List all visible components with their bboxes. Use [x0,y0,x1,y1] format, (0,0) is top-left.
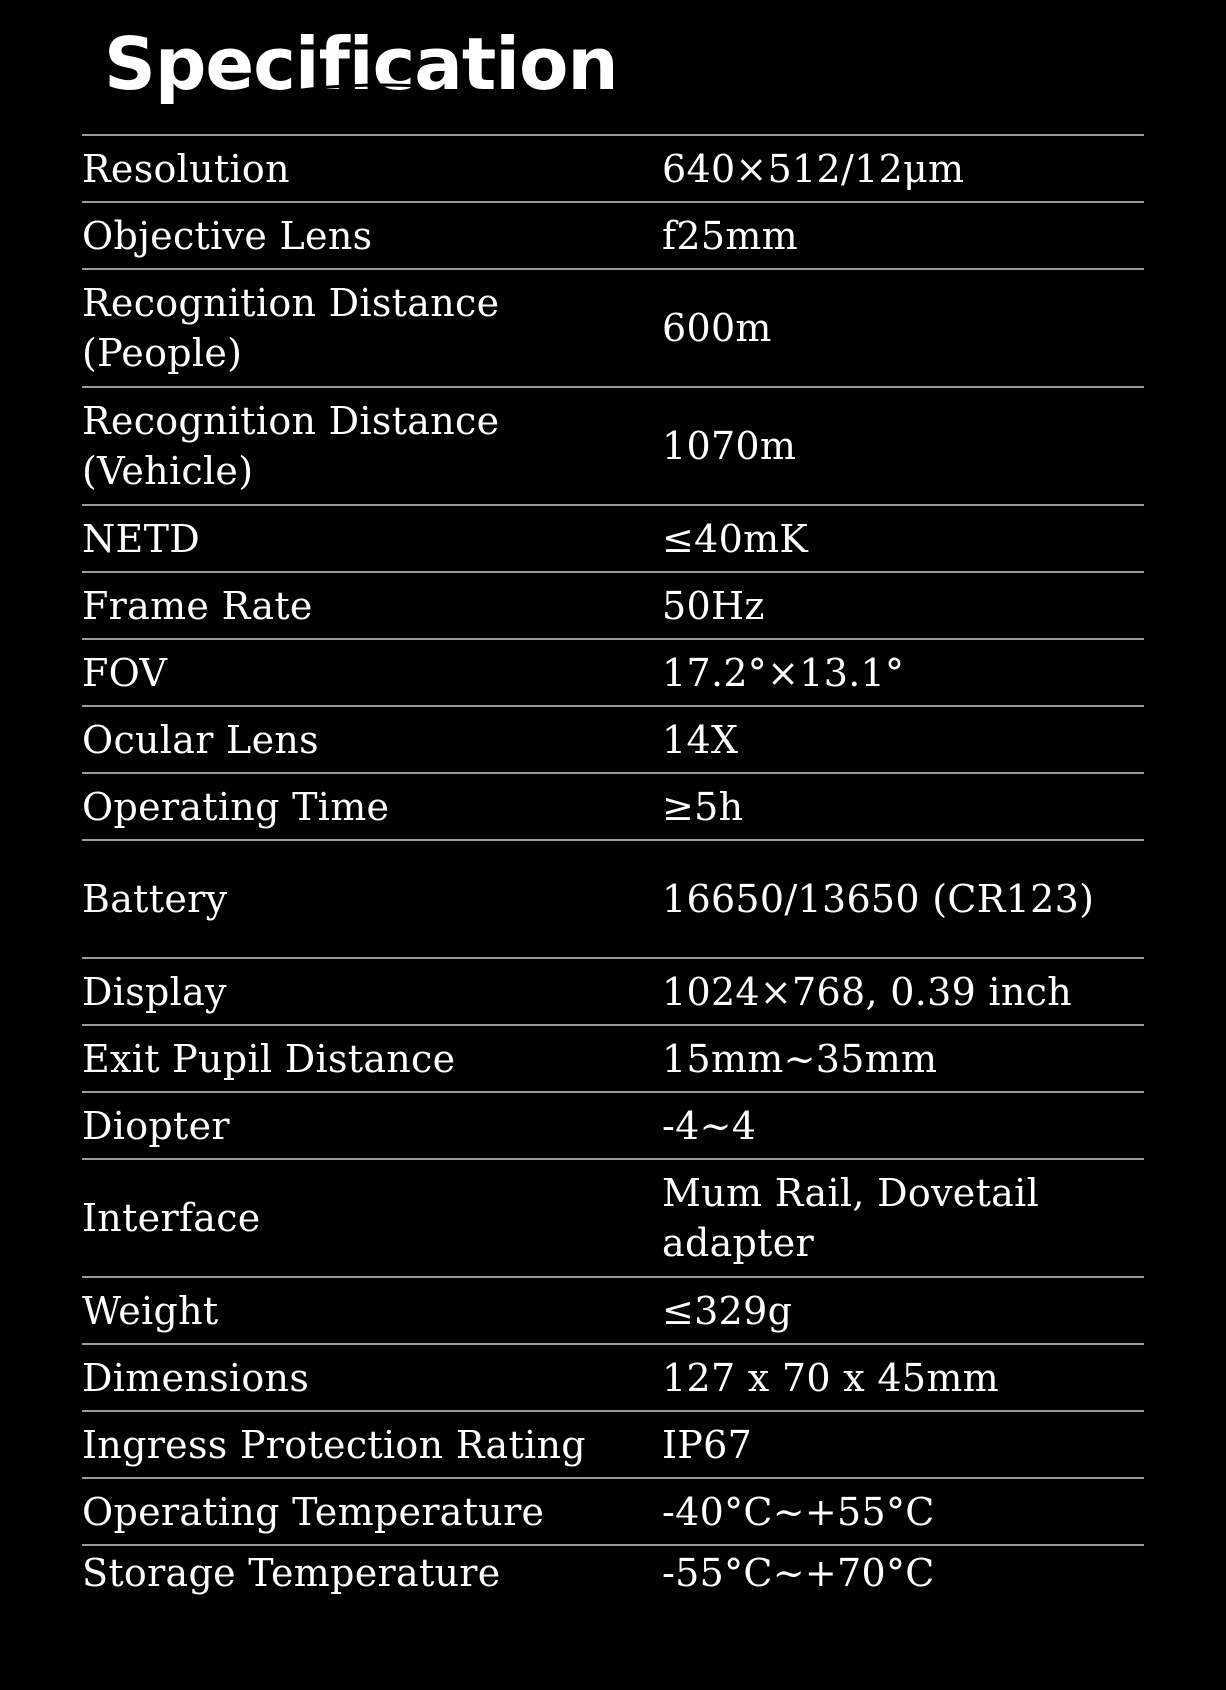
spec-row-resolution [82,135,1144,202]
spec-label: Objective Lens [82,213,373,258]
spec-row-diopter [82,1092,1144,1159]
spec-row-operating-time [82,773,1144,840]
spec-row-ocular-lens [82,706,1144,773]
spec-row-recognition-distance-people [82,269,1144,387]
spec-row-interface [82,1159,1144,1277]
spec-label: Operating Temperature [82,1489,545,1534]
spec-label: Ingress Protection Rating [82,1422,586,1467]
spec-row-exit-pupil-distance [82,1025,1144,1092]
spec-row-battery [82,840,1144,958]
spec-label: Operating Time [82,784,390,829]
spec-row-frame-rate [82,572,1144,639]
spec-label: Interface [82,1196,261,1240]
title-swoosh-decoration [222,76,422,116]
spec-label: FOV [82,650,168,695]
spec-row-dimensions [82,1344,1144,1411]
spec-label: Ocular Lens [82,717,319,762]
spec-label: Recognition Distance (People) [82,281,500,375]
spec-value: 600m [662,306,772,350]
header [82,0,1144,134]
spec-label: Diopter [82,1103,230,1148]
spec-label: Display [82,969,227,1014]
spec-value: -4~4 [662,1103,757,1148]
spec-value: 50Hz [662,583,765,628]
spec-row-recognition-distance-vehicle [82,387,1144,505]
spec-label: Resolution [82,146,290,191]
spec-value: 17.2°×13.1° [662,650,905,695]
spec-value: 14X [662,717,739,762]
spec-row-display [82,958,1144,1025]
spec-label: Exit Pupil Distance [82,1036,456,1081]
spec-label: Recognition Distance (Vehicle) [82,399,500,493]
spec-row-fov [82,639,1144,706]
spec-value: IP67 [662,1422,753,1467]
spec-label: Frame Rate [82,583,313,628]
spec-label: Dimensions [82,1355,310,1400]
spec-value: -40°C~+55°C [662,1489,935,1534]
spec-value: ≤40mK [662,516,809,561]
spec-value: 127 x 70 x 45mm [662,1355,999,1400]
spec-value: f25mm [662,213,798,258]
spec-value: 640×512/12μm [662,146,965,191]
spec-value: 16650/13650 (CR123) [662,877,1095,921]
spec-label: Storage Temperature [82,1551,501,1595]
spec-row-storage-temperature [82,1545,1144,1618]
spec-label: Battery [82,877,228,921]
spec-row-operating-temperature [82,1478,1144,1545]
spec-label: NETD [82,516,201,561]
spec-value: -55°C~+70°C [662,1551,935,1595]
spec-value: 1024×768, 0.39 inch [662,969,1073,1014]
spec-value: ≥5h [662,784,744,829]
spec-table [82,134,1144,1618]
spec-row-weight [82,1277,1144,1344]
spec-row-netd [82,505,1144,572]
spec-value: ≤329g [662,1288,793,1333]
spec-value: 1070m [662,424,797,468]
spec-label: Weight [82,1288,219,1333]
spec-value: Mum Rail, Dovetail adapter [662,1171,1040,1265]
spec-row-objective-lens [82,202,1144,269]
spec-value: 15mm~35mm [662,1036,938,1081]
spec-sheet [82,0,1144,1618]
spec-row-ingress-protection-rating [82,1411,1144,1478]
page-title: Specification [104,22,618,106]
